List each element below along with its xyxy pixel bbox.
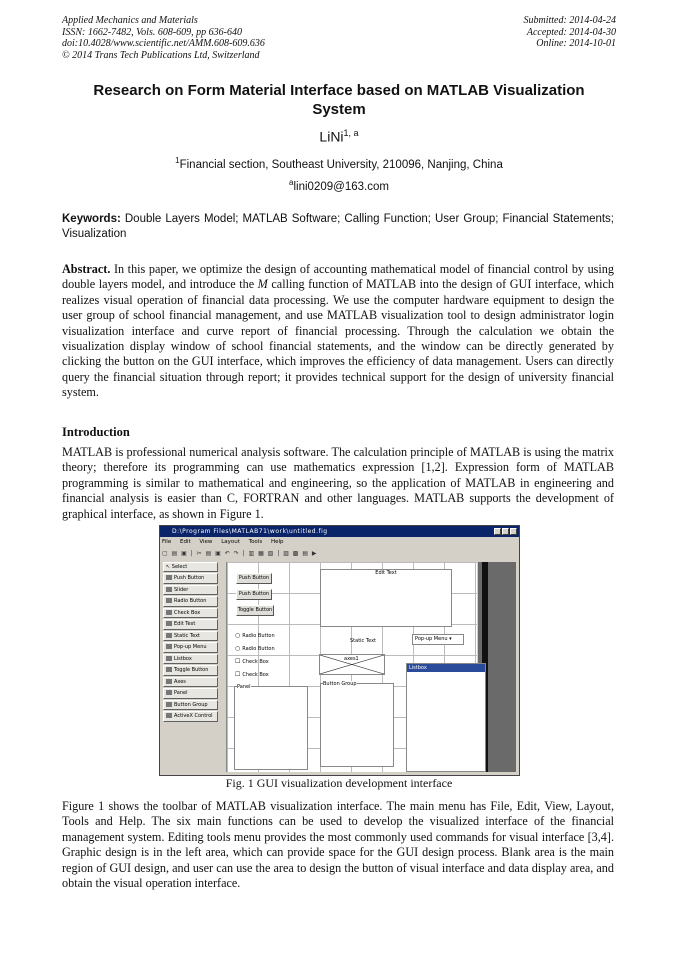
gui-button-group[interactable]: Button Group (320, 683, 394, 767)
accepted-date: Accepted: 2014-04-30 (526, 26, 616, 38)
window-controls (493, 528, 517, 539)
affiliation: $^1$Financial section, Southeast University, 210096, Nanjing, China (175, 156, 503, 171)
figure-description: Figure 1 shows the toolbar of MATLAB visualization interface. The main menu has File, Edit, View, Layout, Tools and Help. The six main functions can be used to develop the visualized interface of the financial management system. Editing tools menu provides the most commonly used commands for visual interface [3,4]. Graphic design is in the left area, which can provide space for the GUI design process. Blank area is the main region of GUI design, and user can use the area to design the button of visual interface and data display area, and obtain the visual operation interface. (62, 799, 614, 891)
doi: doi:10.4028/www.scientific.net/AMM.608-609.636 (62, 38, 265, 49)
palette-popup-menu[interactable]: Pop-up Menu (163, 642, 218, 652)
palette-static-text[interactable]: Static Text (163, 631, 218, 641)
dates-header (524, 15, 617, 50)
window-title-bar: D:\Program Files\MATLAB71\work\untitled.fig (160, 526, 519, 537)
palette-axes[interactable]: Axes (163, 677, 218, 687)
paper-title: Research on Form Material Interface based on MATLAB Visualization System (93, 82, 585, 118)
journal-header (62, 15, 265, 61)
toolbar: ▢ ▤ ▣ | ✂ ▤ ▣ ↶ ↷ | ▥ ▦ ▧ | ▨ ▩ ▤ ▶ (162, 550, 318, 557)
keywords: Keywords: Double Layers Model; MATLAB Software; Calling Function; User Group; Financial Statements; Visualization (62, 213, 614, 240)
gui-push-button-2[interactable]: Push Button (236, 589, 272, 600)
gui-axes[interactable] (319, 654, 385, 675)
gui-listbox[interactable] (406, 663, 486, 772)
close-icon (510, 528, 517, 535)
submitted-date: Submitted: 2014-04-24 (523, 15, 616, 26)
intro-heading: Introduction (62, 425, 130, 439)
journal-name: Applied Mechanics and Materials (62, 15, 198, 26)
palette-panel[interactable]: Panel (163, 688, 218, 698)
palette-edit-text[interactable]: Edit Text (163, 619, 218, 629)
intro-text: MATLAB is professional numerical analysis software. The calculation principle of MATLAB is using the matrix theory; therefore its programming can use mathematics expression [1,2]. Expression form of MATLAB programming is similar to mathematical and engineering, so the application of MATLAB in engineering and financial analysis is easier than C, FORTRAN and other languages. MATLAB supports the development of graphical interface, as shown in Figure 1. (62, 445, 614, 521)
axes-label: axes1 (344, 656, 359, 662)
figure-caption: Fig. 1 GUI visualization development interface (225, 776, 453, 790)
menu-edit[interactable]: Edit (179, 539, 191, 545)
gui-edit-text[interactable]: Edit Text (320, 569, 452, 627)
palette-radio-button[interactable]: Radio Button (163, 596, 218, 606)
menu-file[interactable]: File (162, 539, 172, 545)
abstract: Abstract. In this paper, we optimize the design of accounting mathematical model of financial control by using double layers model, and introduce the M calling function of MATLAB into the design of GUI interface, which realizes visual operation of financial data processing. We use the computer hardware equipment to design the user group of school financial management, and use MATLAB visualization tool to design administrator login visualization interface and curve report of financial processing. Through the calculation we obtain the visualization display window of school financial statements, and the window can be directly generated by clicking the button on the GUI interface, which improves the efficiency of data management. Users can directly query the financial situation through report; it provides technical support for the design of university financial system. (62, 262, 614, 400)
figure-1 (159, 525, 520, 776)
menu-help[interactable]: Help (270, 539, 284, 545)
menu-tools[interactable]: Tools (248, 539, 263, 545)
minimize-icon (494, 528, 501, 535)
gui-static-text: Static Text (350, 638, 376, 644)
palette-activex-control[interactable]: ActiveX Control (163, 711, 218, 721)
menu-bar (162, 538, 291, 547)
email: $^a$lini0209@163.com (289, 178, 389, 193)
gui-radio-button-2[interactable]: ○ Radio Button (235, 645, 275, 652)
component-palette (163, 562, 218, 723)
palette-slider[interactable]: Slider (163, 585, 218, 595)
gui-panel[interactable]: Panel (234, 686, 308, 770)
issn: ISSN: 1662-7482, Vols. 608-609, pp 636-640 (62, 26, 242, 38)
palette-toggle-button[interactable]: Toggle Button (163, 665, 218, 675)
palette-check-box[interactable]: Check Box (163, 608, 218, 618)
palette-listbox[interactable]: Listbox (163, 654, 218, 664)
palette-select[interactable]: ↖ Select (163, 562, 218, 572)
gui-toggle-button[interactable]: Toggle Button (236, 605, 274, 616)
copyright: © 2014 Trans Tech Publications Ltd, Switzerland (62, 49, 260, 61)
listbox-selected-item[interactable]: Listbox (407, 664, 485, 672)
menu-layout[interactable]: Layout (221, 539, 240, 545)
menu-view[interactable]: View (199, 539, 213, 545)
gui-radio-button-1[interactable]: ○ Radio Button (235, 632, 275, 639)
gui-push-button-1[interactable]: Push Button (236, 573, 272, 584)
author: LiNi$^{1, a}$ (319, 128, 359, 145)
palette-push-button[interactable]: Push Button (163, 573, 218, 583)
maximize-icon (502, 528, 509, 535)
online-date: Online: 2014-10-01 (536, 38, 616, 49)
gui-check-box-1[interactable]: ☐ Check Box (235, 658, 269, 665)
gui-check-box-2[interactable]: ☐ Check Box (235, 671, 269, 678)
gui-popup-menu[interactable]: Pop-up Menu ▾ (412, 634, 464, 645)
palette-button-group[interactable]: Button Group (163, 700, 218, 710)
